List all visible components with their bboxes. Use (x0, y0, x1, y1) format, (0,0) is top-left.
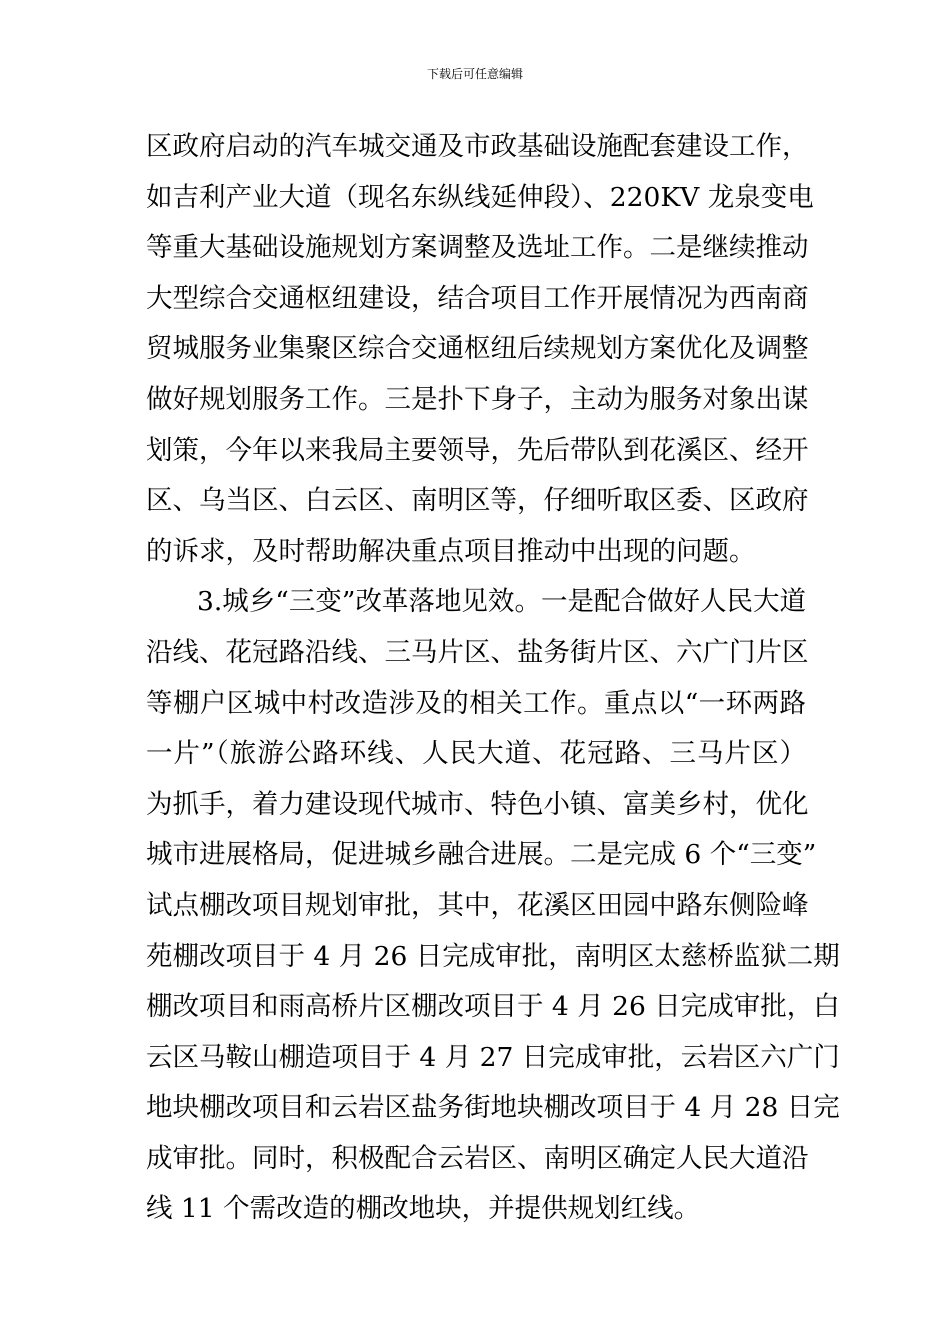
text-line: 线 11 个需改造的棚改地块，并提供规划红线。 (146, 1193, 701, 1225)
text-line: 试点棚改项目规划审批，其中，花溪区田园中路东侧险峰 (146, 889, 809, 921)
text-line: 城市进展格局，促进城乡融合进展。二是完成 6 个“三变” (146, 839, 817, 871)
text-line: 做好规划服务工作。三是扑下身子，主动为服务对象出谋 (146, 383, 809, 415)
page-header: 下载后可任意编辑 (426, 67, 523, 81)
text-line: 棚改项目和雨高桥片区棚改项目于 4 月 26 日完成审批，白 (146, 991, 840, 1023)
text-line: 苑棚改项目于 4 月 26 日完成审批，南明区太慈桥监狱二期 (146, 940, 840, 972)
text-line: 区、乌当区、白云区、南明区等，仔细听取区委、区政府 (146, 485, 809, 517)
text-line: 贸城服务业集聚区综合交通枢纽后续规划方案优化及调整 (146, 333, 809, 365)
text-line: 如吉利产业大道（现名东纵线延伸段）、220KV 龙泉变电 (146, 181, 814, 213)
text-line: 的诉求，及时帮助解决重点项目推动中出现的问题。 (146, 535, 756, 567)
text-line: 云区马鞍山棚造项目于 4 月 27 日完成审批，云岩区六广门 (146, 1041, 840, 1073)
text-line: 等重大基础设施规划方案调整及选址工作。二是继续推动 (146, 232, 809, 264)
text-line: 3.城乡“三变”改革落地见效。一是配合做好人民大道 (197, 586, 806, 618)
text-line: 等棚户区城中村改造涉及的相关工作。重点以“一环两路 (146, 687, 806, 719)
text-line: 地块棚改项目和云岩区盐务街地块棚改项目于 4 月 28 日完 (146, 1092, 840, 1124)
text-line: 划策，今年以来我局主要领导，先后带队到花溪区、经开 (146, 434, 809, 466)
text-line: 成审批。同时，积极配合云岩区、南明区确定人民大道沿 (146, 1142, 809, 1174)
text-line: 大型综合交通枢纽建设，结合项目工作开展情况为西南商 (146, 282, 809, 314)
text-line: 沿线、花冠路沿线、三马片区、盐务街片区、六广门片区 (146, 636, 809, 668)
text-line: 一片”（旅游公路环线、人民大道、花冠路、三马片区） (146, 738, 806, 770)
text-line: 为抓手，着力建设现代城市、特色小镇、富美乡村，优化 (146, 788, 809, 820)
document-body (146, 122, 840, 1235)
text-line: 区政府启动的汽车城交通及市政基础设施配套建设工作， (146, 131, 809, 162)
